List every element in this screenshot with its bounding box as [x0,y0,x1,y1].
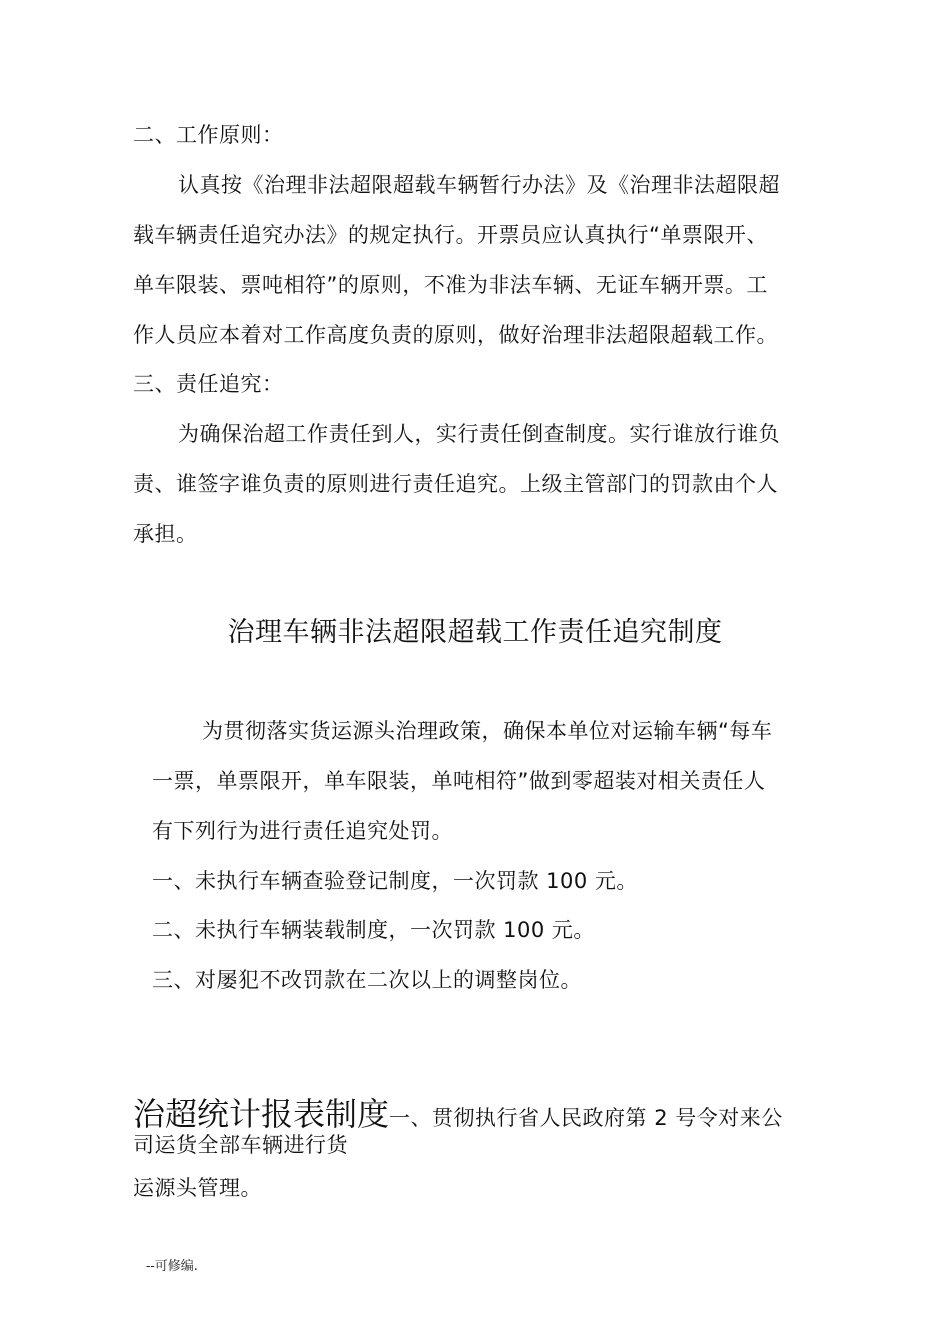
paragraph-line: 承担。 [133,522,198,546]
list-item: 一、未执行车辆查验登记制度，一次罚款 100 元。 [152,869,638,893]
list-item: 二、未执行车辆装载制度，一次罚款 100 元。 [152,918,595,942]
paragraph-line: 作人员应本着对工作高度负责的原则，做好治理非法超限超载工作。 [133,323,778,347]
page-footer: --可修编. [146,1259,198,1274]
paragraph-line: 运源头管理。 [133,1176,262,1200]
list-item: 三、对屡犯不改罚款在二次以上的调整岗位。 [152,968,582,992]
paragraph-line: 载车辆责任追究办法》的规定执行。开票员应认真执行“单票限开、 [133,223,768,247]
document-title: 治理车辆非法超限超载工作责任追究制度 [227,617,723,648]
paragraph-line: 有下列行为进行责任追究处罚。 [152,819,453,843]
paragraph-line: 一票，单票限开，单车限装，单吨相符”做到零超装对相关责任人 [152,769,766,793]
statistics-report-heading [133,1094,783,1134]
paragraph-line: 为确保治超工作责任到人，实行责任倒查制度。实行谁放行谁负 [178,422,780,446]
section-title-large: 治超统计报表制度 [133,1095,390,1133]
paragraph-line: 为贯彻落实货运源头治理政策，确保本单位对运输车辆“每车 [202,719,773,743]
paragraph-line: 司运货全部车辆进行货 [133,1133,348,1157]
paragraph-line: 认真按《治理非法超限超载车辆暂行办法》及《治理非法超限超 [178,173,780,197]
section-title-continuation: 一、贯彻执行省人民政府第 2 号令对来公 [389,1106,783,1130]
paragraph-line: 责、谁签字谁负责的原则进行责任追究。上级主管部门的罚款由个人 [133,472,778,496]
section-heading-accountability: 三、责任追究： [133,372,284,396]
section-heading-work-principles: 二、工作原则： [133,123,284,147]
paragraph-line: 单车限装、票吨相符”的原则，不准为非法车辆、无证车辆开票。工 [133,273,768,297]
